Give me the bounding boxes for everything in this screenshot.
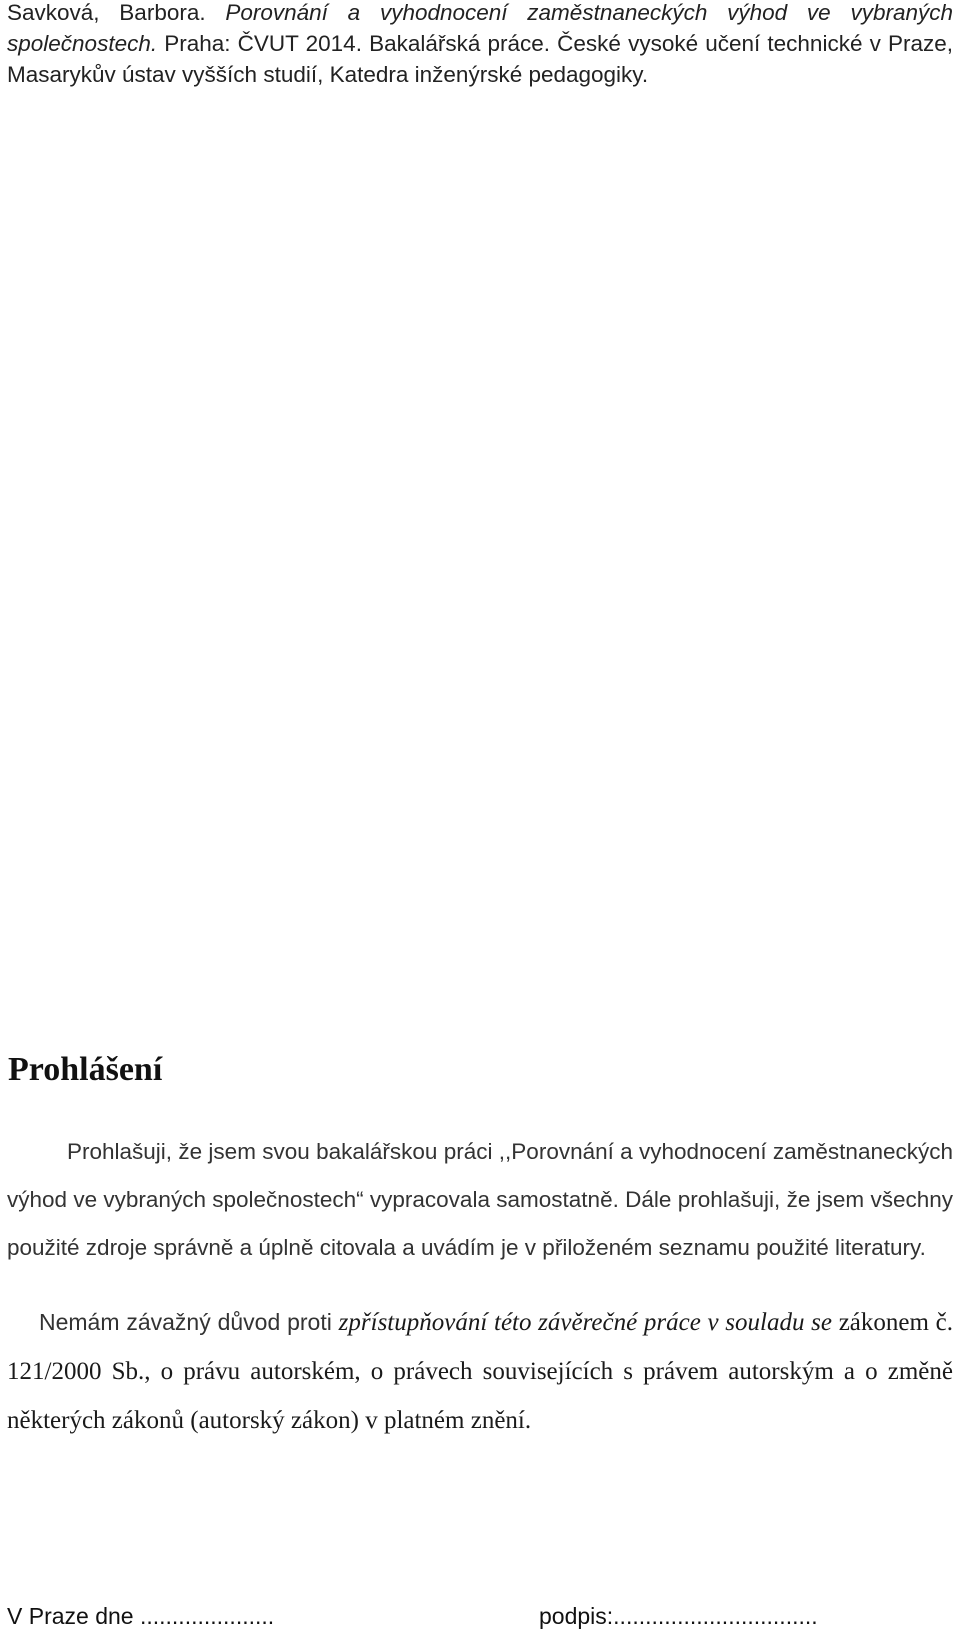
place-date-field: V Praze dne ..................... bbox=[7, 1603, 275, 1629]
declaration-paragraph-1: Prohlašuji, že jsem svou bakalářskou práci ,,Porovnání a vyhodnocení zaměstnaneckých výhod ve vybraných společnostech“ vypracovala samostatně. Dále prohlašuji, že jsem všechny použité zdroje správně a úplně citovala a uvádím je v přiloženém seznamu použité literatury. bbox=[7, 1139, 953, 1260]
declaration-paragraph-2 bbox=[7, 1298, 953, 1445]
bibliographic-citation bbox=[7, 0, 953, 90]
signature-field: podpis:................................ bbox=[539, 1603, 818, 1629]
citation-publication-details: Praha: ČVUT 2014. Bakalářská práce. České vysoké učení technické v Praze, Masarykův ústav vyšších studií, Katedra inženýrské pedagogiky. bbox=[7, 31, 953, 87]
citation-title: Porovnání a vyhodnocení zaměstnaneckých výhod ve vybraných společnostech. bbox=[7, 0, 953, 56]
paragraph-2-italic: zpřístupňování této závěrečné práce v souladu se bbox=[338, 1309, 833, 1336]
citation-author: Savková, Barbora. bbox=[7, 0, 226, 25]
declaration-heading: Prohlášení bbox=[8, 1051, 163, 1088]
paragraph-2-lead: Nemám závažný důvod proti bbox=[39, 1309, 339, 1335]
paragraph-2-law-reference: zákonem č. 121/2000 Sb., o právu autorském, o právech souvisejících s právem autorským a o změně některých zákonů (autorský zákon) v platném znění. bbox=[7, 1309, 953, 1434]
